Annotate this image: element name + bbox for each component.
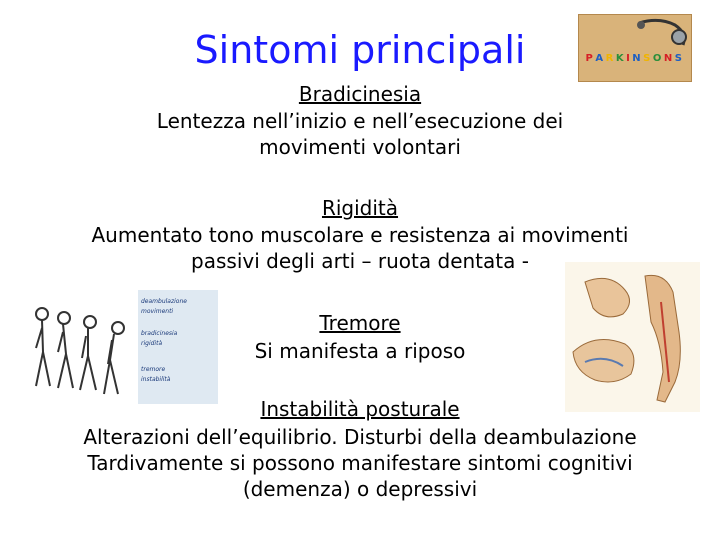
text-tremore	[220, 338, 500, 364]
badge-letter: R	[605, 53, 614, 64]
walk-label: bradicinesia	[141, 330, 178, 337]
heading-tremore: Tremore	[319, 311, 401, 335]
text-line: Lentezza nell’inizio e nell’esecuzione dei	[156, 109, 564, 133]
walk-label: instabilità	[141, 376, 171, 383]
badge-letter: O	[652, 53, 662, 64]
badge-word	[584, 53, 684, 64]
badge-letter: A	[595, 53, 604, 64]
page-title: Sintomi principali	[194, 28, 526, 72]
badge-letter: N	[663, 53, 673, 64]
badge-letter: I	[626, 53, 631, 64]
heading-instabilita: Instabilità posturale	[260, 397, 460, 421]
badge-letter: K	[615, 53, 625, 64]
text-line: (demenza) o depressivi	[242, 477, 478, 501]
text-line: Aumentato tono muscolare e resistenza ai movimenti	[91, 223, 629, 247]
text-line: movimenti volontari	[259, 135, 461, 159]
text-line: Alterazioni dell’equilibrio. Disturbi della deambulazione	[83, 425, 637, 449]
anatomy-figures-image	[565, 262, 700, 412]
badge-letter: S	[674, 53, 683, 64]
text-line: Tardivamente si possono manifestare sintomi cognitivi	[87, 451, 633, 475]
walk-label: tremore	[141, 366, 166, 373]
text-line: Si manifesta a riposo	[254, 339, 466, 363]
parkinsons-badge-image	[578, 14, 692, 82]
walk-label: movimenti	[141, 308, 174, 315]
text-instabilita	[10, 424, 710, 502]
text-line: passivi degli arti – ruota dentata -	[191, 249, 529, 273]
badge-letter: S	[643, 53, 651, 64]
walking-posture-image	[28, 290, 218, 404]
text-bradicinesia	[100, 108, 620, 160]
bent-figures-icon	[565, 262, 700, 412]
walk-label: rigidità	[141, 340, 163, 347]
stethoscope-icon	[579, 15, 691, 81]
walking-figures-icon	[28, 290, 140, 404]
badge-letter: N	[632, 53, 642, 64]
walk-label: deambulazione	[141, 298, 187, 305]
heading-rigidita: Rigidità	[321, 196, 399, 220]
heading-bradicinesia: Bradicinesia	[298, 82, 422, 106]
badge-letter: P	[585, 53, 594, 64]
